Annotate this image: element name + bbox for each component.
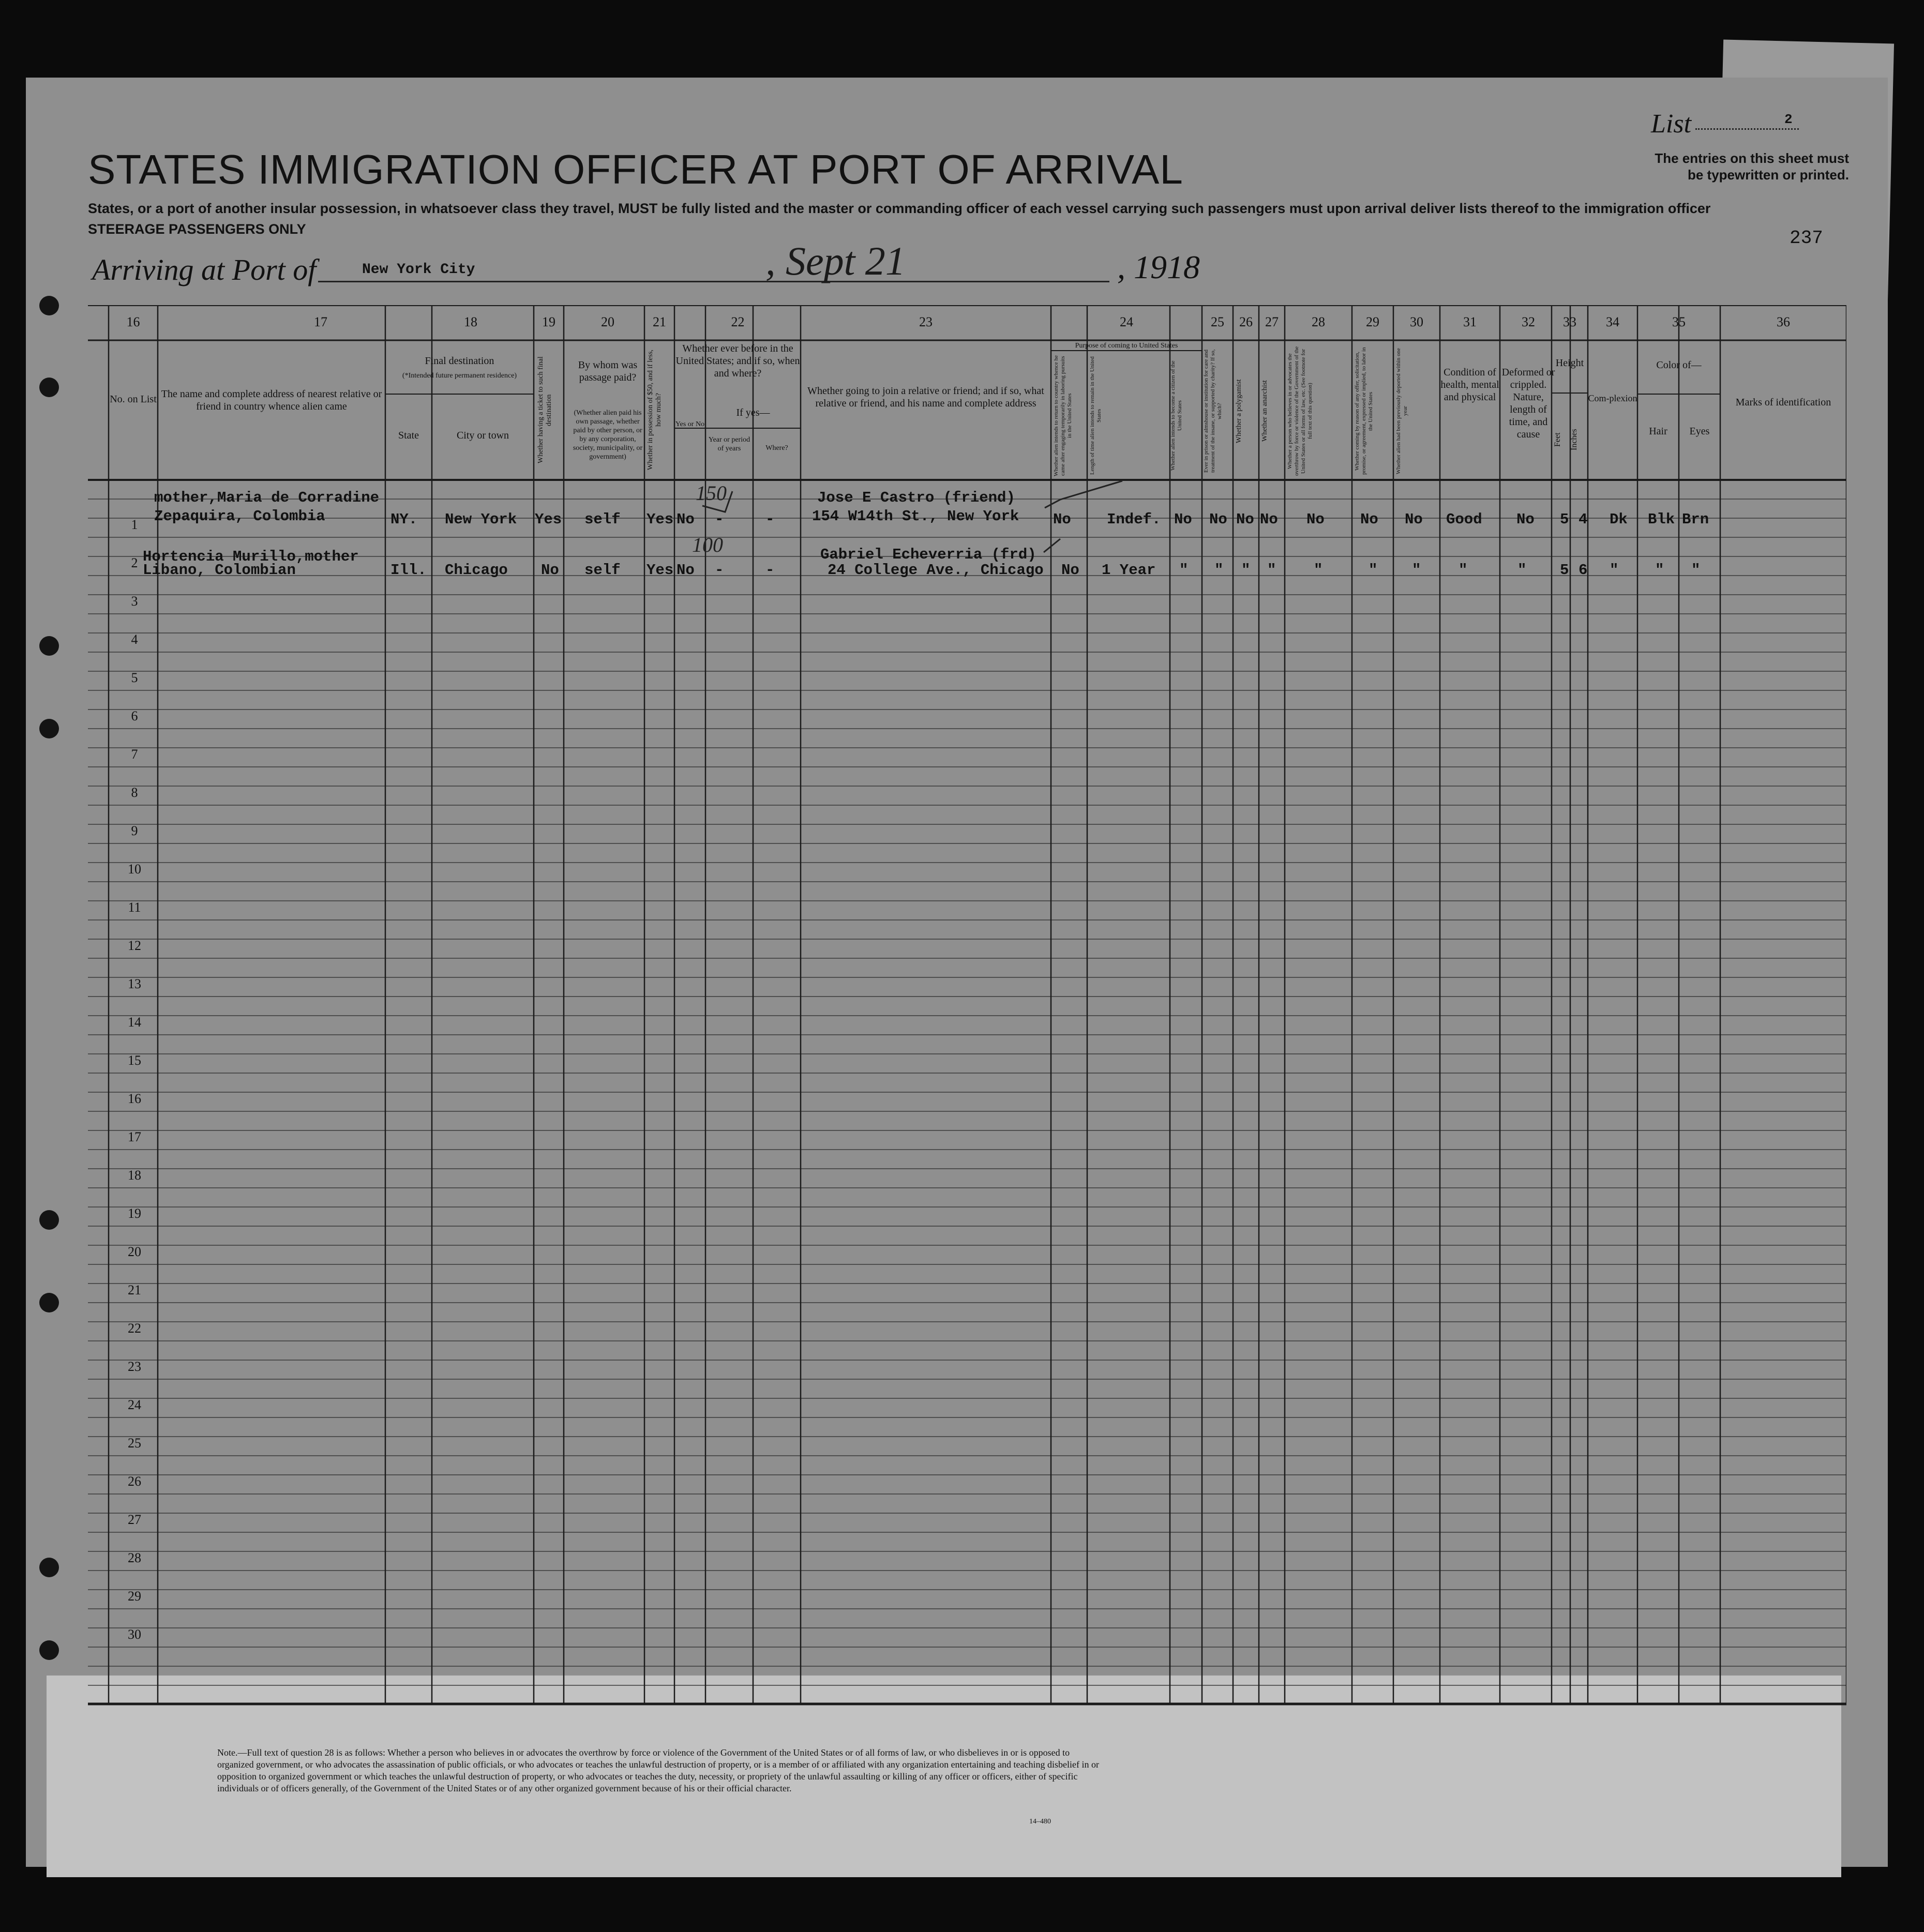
col-num-33: 33: [1563, 314, 1576, 329]
relative-name: mother,Maria de Corradine: [154, 489, 380, 506]
binder-hole: [39, 636, 59, 656]
col-num-17: 17: [314, 314, 327, 329]
col-num-20: 20: [601, 314, 614, 329]
ticket-value: No: [541, 562, 559, 579]
hdr-year-period: Year or period of years: [708, 436, 750, 452]
before-where: -: [765, 511, 775, 528]
col-num-30: 30: [1410, 314, 1423, 329]
ditto-mark: ": [1241, 562, 1251, 579]
col-num-24: 24: [1120, 314, 1133, 329]
binder-hole: [39, 1558, 59, 1577]
hdr-yes-or-no: Yes or No: [675, 420, 705, 428]
ditto-mark: ": [1610, 562, 1619, 579]
hdr-complexion: Com-plexion: [1588, 393, 1637, 403]
before-where: -: [765, 562, 775, 579]
ditto-mark: ": [1179, 562, 1189, 579]
hdr-anarchist: Whether an anarchist: [1261, 380, 1269, 442]
hdr-citizen-intent: Whether alien intends to become a citizen of the United States: [1170, 360, 1183, 471]
binder-hole: [39, 296, 59, 315]
entries-note-line2: be typewritten or printed.: [1687, 167, 1849, 183]
binder-hole: [39, 1210, 59, 1230]
hdr-ticket: Whether having a ticket to such final destination: [537, 356, 553, 464]
binder-hole: [39, 1640, 59, 1660]
hdr-joining: Whether going to join a relative or friend; and if so, what relative or friend, and his name and complete address: [807, 385, 1044, 409]
row-number: 14: [128, 1015, 141, 1030]
row-number: 19: [128, 1206, 141, 1221]
ditto-mark: ": [1459, 562, 1468, 579]
row-number: 16: [128, 1091, 141, 1106]
col-num-31: 31: [1463, 314, 1477, 329]
col-num-36: 36: [1777, 314, 1790, 329]
hdr-deported: Whether alien had been previously deported within one year: [1395, 348, 1408, 475]
citizen-intent: No: [1174, 511, 1192, 528]
checkmark: [702, 491, 732, 512]
height-inches: 4: [1579, 511, 1588, 528]
dest-state: NY.: [390, 511, 418, 528]
dest-city: New York: [445, 511, 517, 528]
col-num-26: 26: [1239, 314, 1253, 329]
row-number: 30: [128, 1627, 141, 1642]
row-number: 17: [128, 1129, 141, 1144]
hdr-eyes: Eyes: [1689, 426, 1710, 437]
join-address: 24 College Ave., Chicago: [828, 562, 1044, 579]
row-number: 7: [131, 747, 138, 762]
sheet-number: 237: [1790, 228, 1823, 249]
entries-note-line1: The entries on this sheet must: [1655, 150, 1849, 166]
row-number: 2: [131, 555, 138, 570]
hdr-state: State: [398, 430, 419, 441]
height-inches: 6: [1579, 562, 1588, 579]
hdr-inches: Inches: [1570, 429, 1579, 450]
hdr-question-28: Whether a person who believes in or advocates the overthrow by force or violence of the Government of the United States or all forms of law, etc. (See footnote for full text of this question): [1287, 346, 1313, 476]
row-number: 23: [128, 1359, 141, 1374]
arriving-label: Arriving at Port of: [92, 253, 317, 286]
hdr-final-destination-note: (*Intended future permanent residence): [402, 372, 517, 380]
labor-offer: No: [1360, 511, 1378, 528]
fifty-dollars: Yes: [647, 562, 674, 579]
row-number: 20: [128, 1244, 141, 1259]
row-number: 3: [131, 594, 138, 609]
height-feet: 5: [1560, 562, 1569, 579]
ditto-mark: ": [1267, 562, 1276, 579]
port-value: New York City: [362, 262, 475, 278]
hdr-passage-paid-note: (Whether alien paid his own passage, whether paid by other person, or by any corporation, society, municipality, or government): [573, 409, 643, 461]
arrival-year: , 1918: [1117, 249, 1200, 285]
checkmark: [1044, 539, 1060, 552]
row-number: 12: [128, 938, 141, 953]
hdr-if-yes: If yes—: [736, 407, 770, 418]
row-number: 9: [131, 823, 138, 838]
hdr-final-destination: Final destination: [425, 355, 494, 367]
hdr-where: Where?: [765, 444, 788, 452]
hdr-passage-paid: By whom was passage paid?: [578, 359, 638, 383]
relative-address: Zepaquira, Colombia: [154, 508, 325, 525]
join-name: Jose E Castro (friend): [817, 489, 1015, 506]
col-num-35: 35: [1672, 314, 1686, 329]
hdr-no-on-list: No. on List: [110, 394, 157, 405]
row-number: 25: [128, 1436, 141, 1451]
return-intent: No: [1061, 562, 1079, 579]
height-feet: 5: [1560, 511, 1569, 528]
col-num-23: 23: [919, 314, 933, 329]
health: Good: [1446, 511, 1482, 528]
dest-state: Ill.: [390, 562, 427, 579]
hdr-labor-offer: Whether coming by reason of any offer, solicitation, promise, or agreement, expressed or implied, to labor in the United States: [1354, 347, 1374, 475]
binder-hole: [39, 378, 59, 397]
row-number: 27: [128, 1512, 141, 1527]
complexion: Dk: [1610, 511, 1628, 528]
join-name: Gabriel Echeverria (frd): [820, 546, 1036, 563]
row-number: 10: [128, 862, 141, 877]
before-years: -: [715, 562, 724, 579]
fifty-dollars: Yes: [647, 511, 674, 528]
row-number: 1: [131, 517, 138, 532]
row-number: 24: [128, 1397, 141, 1412]
col-num-29: 29: [1366, 314, 1379, 329]
row-number: 22: [128, 1321, 141, 1336]
entries-note: [1601, 150, 1849, 183]
hdr-ever-before: Whether ever before in the United States; and if so, when and where?: [675, 343, 800, 379]
hdr-length-of-stay: Length of time alien intends to remain in the United States: [1089, 356, 1102, 475]
hdr-height: Height: [1555, 357, 1584, 369]
ditto-mark: ": [1655, 562, 1664, 579]
hdr-prison: Ever in prison or almshouse or institution for care and treatment of the insane, or supported by charity? If so, which?: [1203, 349, 1223, 473]
row-number: 6: [131, 708, 138, 723]
row-number: 8: [131, 785, 138, 800]
col-num-16: 16: [126, 314, 140, 329]
row-number: 29: [128, 1589, 141, 1604]
arrival-date-handwritten: , Sept 21: [765, 238, 906, 283]
manifest-table: [88, 305, 1846, 1707]
col-num-25: 25: [1211, 314, 1224, 329]
row-number: 26: [128, 1474, 141, 1489]
hdr-return-intent: Whether alien intends to return to country whence he came after engaging temporarily in laboring pursuits in the United States: [1053, 355, 1073, 476]
form-title: STATES IMMIGRATION OFFICER AT PORT OF ARRIVAL: [88, 146, 1183, 192]
hdr-nearest-relative: The name and complete address of nearest relative or friend in country whence alien came: [161, 388, 382, 412]
list-underline: [1695, 128, 1799, 130]
eye-color: Brn: [1682, 511, 1709, 528]
hdr-feet: Feet: [1553, 432, 1562, 447]
deformed: No: [1516, 511, 1535, 528]
money-amount-handwritten: 100: [692, 533, 723, 556]
anarchist: No: [1260, 511, 1278, 528]
instruction-text: States, or a port of another insular possession, in whatsoever class they travel, MUST be fully listed and the master or commanding officer of each vessel carrying such passengers must upon arrival deliver lists thereof to the immigration officer: [88, 201, 1711, 216]
port-underline: [318, 281, 1109, 282]
binder-hole: [39, 719, 59, 738]
polygamist: No: [1236, 511, 1254, 528]
handwritten-checkmarks: [88, 305, 1846, 1707]
row-number: 11: [128, 900, 141, 915]
hdr-fifty-dollars: Whether in possession of $50, and if less, how much?: [647, 350, 663, 471]
col-num-22: 22: [731, 314, 745, 329]
question-28: No: [1306, 511, 1325, 528]
col-num-27: 27: [1265, 314, 1279, 329]
ditto-mark: ": [1214, 562, 1224, 579]
row-number: 18: [128, 1168, 141, 1183]
before-yes-no: No: [677, 562, 695, 579]
hdr-polygamist: Whether a polygamist: [1235, 379, 1243, 443]
relative-address: Libano, Colombian: [143, 562, 296, 579]
binder-hole: [39, 1293, 59, 1312]
hair-color: Blk: [1648, 511, 1675, 528]
hdr-purpose: Purpose of coming to United States: [1075, 342, 1178, 350]
length-of-stay: 1 Year: [1102, 562, 1156, 579]
row-number: 21: [128, 1282, 141, 1297]
ticket-value: Yes: [535, 511, 562, 528]
col-num-18: 18: [464, 314, 477, 329]
steerage-label: STEERAGE PASSENGERS ONLY: [88, 221, 306, 237]
list-number: 2: [1784, 112, 1793, 127]
row-number: 13: [128, 976, 141, 991]
hdr-hair: Hair: [1649, 426, 1667, 437]
money-amount-handwritten: 150: [696, 481, 727, 505]
paid-by: self: [584, 511, 621, 528]
join-address: 154 W14th St., New York: [812, 508, 1019, 525]
ditto-mark: ": [1517, 562, 1527, 579]
row-number: 5: [131, 670, 138, 685]
row-number: 15: [128, 1053, 141, 1068]
return-intent: No: [1053, 511, 1071, 528]
before-yes-no: No: [677, 511, 695, 528]
list-label: List: [1651, 109, 1692, 139]
ditto-mark: ": [1691, 562, 1701, 579]
checkmark: [1045, 481, 1122, 508]
hdr-marks: Marks of identification: [1735, 397, 1831, 408]
form-number: 14–480: [1029, 1818, 1051, 1825]
ditto-mark: ": [1369, 562, 1378, 579]
length-of-stay: Indef.: [1107, 511, 1161, 528]
prison: No: [1209, 511, 1227, 528]
dest-city: Chicago: [445, 562, 508, 579]
hdr-color-of: Color of—: [1656, 359, 1702, 371]
ditto-mark: ": [1412, 562, 1421, 579]
deported: No: [1405, 511, 1423, 528]
row-number: 28: [128, 1550, 141, 1565]
col-num-21: 21: [653, 314, 666, 329]
ditto-mark: ": [1314, 562, 1323, 579]
col-num-19: 19: [542, 314, 555, 329]
col-num-34: 34: [1606, 314, 1619, 329]
row-number: 4: [131, 632, 138, 647]
relative-name: Hortencia Murillo,mother: [143, 548, 359, 565]
footnote: Note.—Full text of question 28 is as follows: Whether a person who believes in or advocates the overthrow by force or violence of the Government of the United States or of all forms of law, or who disbelieves in or is opposed to organized government, or who advocates the assassination of public officials, or who advocates or teaches the unlawful destruction of property, or is a member of or affiliated with any organization entertaining and teaching disbelief in or opposition to organized government or which teaches the unlawful destruction of property, or who advocates or teaches the duty, necessity, or propriety of the unlawful assaulting or killing of any officer or officers, either of specific individuals or of officers generally, of the Government of the United States or of any other organized government because of his or their official character.: [217, 1747, 1099, 1793]
hdr-city: City or town: [456, 430, 509, 441]
paid-by: self: [584, 562, 621, 579]
col-num-32: 32: [1522, 314, 1535, 329]
hdr-deformed: Deformed or crippled. Nature, length of time, and cause: [1501, 367, 1555, 440]
before-years: -: [715, 511, 724, 528]
hdr-health: Condition of health, mental and physical: [1440, 367, 1499, 403]
col-num-28: 28: [1312, 314, 1325, 329]
